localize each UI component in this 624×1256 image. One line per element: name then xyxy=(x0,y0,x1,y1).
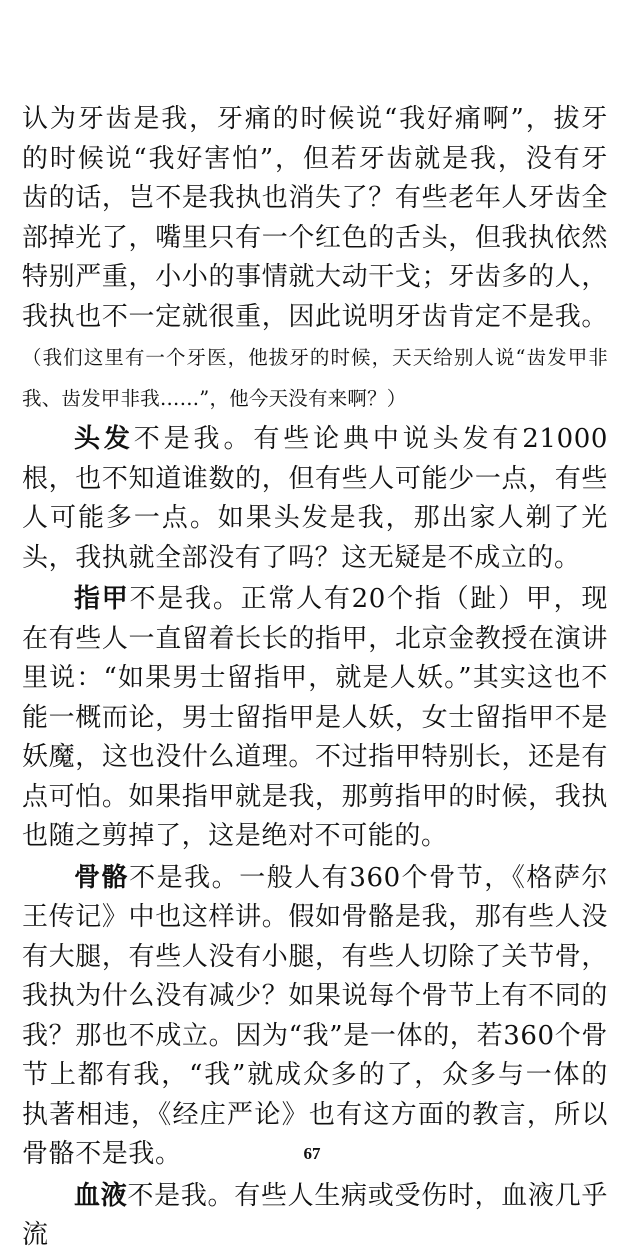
paragraph-keyword: 骨骼 xyxy=(74,862,130,893)
paragraph-hair xyxy=(22,420,608,578)
paragraph-text: 不是我。有些论典中说头发有21000根，也不知道谁数的，但有些人可能少一点，有些人可能多一点。如果头发是我，那出家人剃了光头，我执就全部没有了吗？这无疑是不成立的。 xyxy=(22,424,609,573)
paragraph-text: 不是我。有些人生病或受伤时，血液几乎流 xyxy=(22,1180,608,1250)
page-number: 67 xyxy=(303,1144,321,1163)
paragraph-bones xyxy=(22,859,608,1175)
paragraph-note: （我们这里有一个牙医，他拔牙的时候，天天给别人说“齿发甲非我、齿发甲非我……”，他今天没有来啊？） xyxy=(22,346,608,410)
paragraph-keyword: 血液 xyxy=(74,1180,128,1211)
page-body xyxy=(22,100,608,1256)
paragraph-text: 不是我。正常人有20个指（趾）甲，现在有些人一直留着长长的指甲，北京金教授在演讲里说：“如果男士留指甲，就是人妖。”其实这也不能一概而论，男士留指甲是人妖，女士留指甲不是妖魔，这也没什么道理。不过指甲特别长，还是有点可怕。如果指甲就是我，那剪指甲的时候，我执也随之剪掉了，这是绝对不可能的。 xyxy=(22,584,608,851)
paragraph-nails xyxy=(22,580,608,857)
paragraph-text: 认为牙齿是我，牙痛的时候说“我好痛啊”，拔牙的时候说“我好害怕”，但若牙齿就是我，没有牙齿的话，岂不是我执也消失了？有些老年人牙齿全部掉光了，嘴里只有一个红色的舌头，但我执依然特别严重，小小的事情就大动干戈；牙齿多的人，我执也不一定就很重，因此说明牙齿肯定不是我。 xyxy=(22,104,608,332)
paragraph-blood xyxy=(22,1177,608,1256)
paragraph-keyword: 指甲 xyxy=(74,584,130,614)
paragraph-text: 不是我。一般人有360个骨节，《格萨尔王传记》中也这样讲。假如骨骼是我，那有些人没有大腿，有些人没有小腿，有些人切除了关节骨，我执为什么没有减少？如果说每个骨节上有不同的我？那也不成立。因为“我”是一体的，若360个骨节上都有我，“我”就成众多的了，众多与一体的执著相违，《经庄严论》也有这方面的教言，所以骨骼不是我。 xyxy=(22,862,609,1169)
paragraph-keyword: 头发 xyxy=(74,424,134,454)
paragraph-teeth xyxy=(22,100,608,418)
